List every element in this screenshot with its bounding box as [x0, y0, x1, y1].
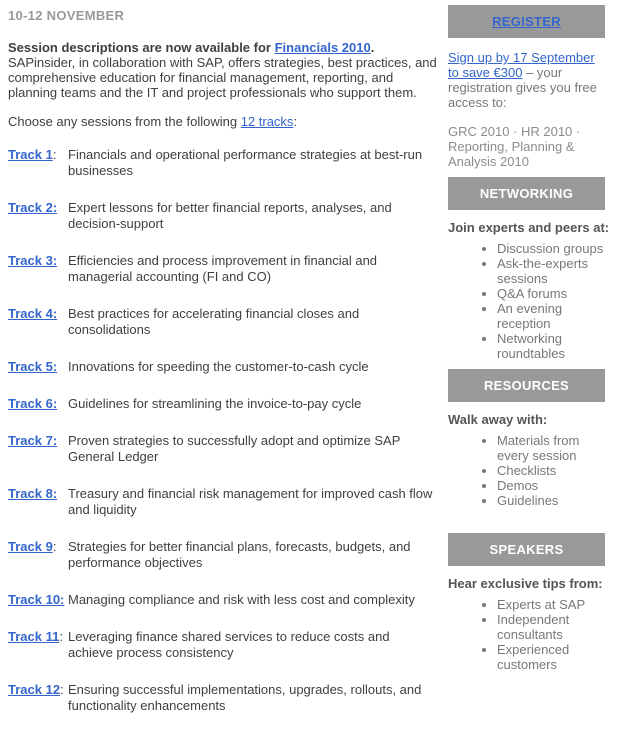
- bullet-item: • Ask-the-experts sessions: [497, 256, 610, 286]
- track-colon: :: [60, 682, 64, 697]
- sidebar-section: [448, 177, 610, 361]
- track-label: [8, 306, 68, 321]
- bullet-item: • An evening reception: [497, 301, 610, 331]
- track-label: [8, 629, 68, 644]
- track-colon: :: [52, 147, 57, 162]
- track-row: [8, 629, 442, 661]
- intro-lead-text: Session descriptions are now available for: [8, 40, 275, 55]
- track-label: [8, 359, 68, 374]
- section-lead-text: Join experts and peers at:: [448, 220, 610, 235]
- bullet-item: • Demos: [497, 478, 610, 493]
- sidebar-section: [448, 369, 610, 508]
- bullet-item: • Checklists: [497, 463, 610, 478]
- track-label: [8, 539, 68, 554]
- choose-line: [8, 114, 442, 129]
- track-row: [8, 682, 442, 714]
- page-title: 10-12 NOVEMBER: [8, 8, 125, 23]
- intro-period: .: [370, 40, 375, 55]
- track-description: Best practices for accelerating financial closes and consolidations: [68, 306, 360, 337]
- track-description: Innovations for speeding the customer-to-cash cycle: [68, 359, 369, 374]
- section-lead-text: Walk away with:: [448, 412, 548, 427]
- sidebar-sections: [448, 177, 610, 672]
- track-label: [8, 433, 68, 448]
- track-description: Efficiencies and process improvement in financial and managerial accounting (FI and CO): [68, 253, 378, 284]
- intro-rest-text: SAPinsider, in collaboration with SAP, offers strategies, best practices, and comprehensive education for financial management, reporting, and planning teams and the IT and project professionals who support them.: [8, 55, 437, 100]
- section-bullet-list: [448, 597, 610, 672]
- track-description: Financials and operational performance strategies at best-run businesses: [68, 147, 423, 178]
- section-bullet-list: [448, 241, 610, 361]
- bullet-item: • Networking roundtables: [497, 331, 610, 361]
- track-link[interactable]: Track 9: [8, 539, 53, 554]
- register-link[interactable]: REGISTER: [492, 14, 561, 29]
- signup-paragraph: [448, 50, 608, 110]
- track-description: Ensuring successful implementations, upgrades, rollouts, and functionality enhancements: [68, 682, 422, 713]
- signup-rest-text: – your registration gives you free access to:: [448, 65, 597, 110]
- choose-after-text: :: [293, 114, 298, 129]
- track-link[interactable]: Track 7:: [8, 433, 58, 448]
- track-label: [8, 253, 68, 268]
- bullet-item: • Q&A forums: [497, 286, 610, 301]
- bullet-item: • Independent consultants: [497, 612, 610, 642]
- track-colon: :: [59, 629, 63, 644]
- track-label: [8, 200, 68, 215]
- track-link[interactable]: Track 3:: [8, 253, 58, 268]
- bullet-item: • Materials from every session: [497, 433, 610, 463]
- track-colon: :: [52, 539, 57, 554]
- sidebar: [448, 5, 610, 680]
- financials-2010-link[interactable]: Financials 2010: [274, 40, 371, 55]
- track-row: [8, 539, 442, 571]
- track-link[interactable]: Track 4:: [8, 306, 58, 321]
- track-label: [8, 486, 68, 501]
- track-description: Proven strategies to successfully adopt and optimize SAP General Ledger: [68, 433, 401, 464]
- track-row: [8, 433, 442, 465]
- track-row: [8, 147, 442, 179]
- section-header-bar: NETWORKING: [448, 177, 605, 210]
- bullet-item: • Guidelines: [497, 493, 610, 508]
- track-description: Strategies for better financial plans, forecasts, budgets, and performance objectives: [68, 539, 411, 570]
- track-label: [8, 682, 68, 697]
- track-row: [8, 359, 442, 375]
- free-access-events-text: GRC 2010 · HR 2010 · Reporting, Planning & Analysis 2010: [448, 124, 581, 169]
- track-link[interactable]: Track 11: [8, 629, 60, 644]
- bullet-item: • Experts at SAP: [497, 597, 610, 612]
- register-bar: [448, 5, 605, 38]
- sidebar-section: [448, 533, 610, 672]
- signup-discount-link[interactable]: Sign up by 17 September to save €300: [448, 50, 595, 80]
- section-bullet-list: [448, 433, 610, 508]
- bullet-item: • Discussion groups: [497, 241, 610, 256]
- track-link[interactable]: Track 8:: [8, 486, 58, 501]
- section-header-bar: RESOURCES: [448, 369, 605, 402]
- main-column: [8, 8, 442, 735]
- track-link[interactable]: Track 2:: [8, 200, 58, 215]
- intro-paragraph: [8, 40, 442, 100]
- track-label: [8, 592, 68, 607]
- track-link[interactable]: Track 1: [8, 147, 53, 162]
- twelve-tracks-link[interactable]: 12 tracks: [240, 114, 294, 129]
- track-description: Managing compliance and risk with less cost and complexity: [68, 592, 415, 607]
- bullet-item: • Experienced customers: [497, 642, 610, 672]
- track-link[interactable]: Track 10:: [8, 592, 65, 607]
- track-label: [8, 396, 68, 411]
- track-label: [8, 147, 68, 162]
- track-description: Expert lessons for better financial reports, analyses, and decision-support: [68, 200, 392, 231]
- track-link[interactable]: Track 12: [8, 682, 61, 697]
- section-header-bar: SPEAKERS: [448, 533, 605, 566]
- track-link[interactable]: Track 6:: [8, 396, 58, 411]
- track-description: Treasury and financial risk management for improved cash flow and liquidity: [68, 486, 433, 517]
- track-description: Guidelines for streamlining the invoice-to-pay cycle: [68, 396, 362, 411]
- section-lead-text: Hear exclusive tips from:: [448, 576, 603, 591]
- track-link[interactable]: Track 5:: [8, 359, 58, 374]
- track-row: [8, 486, 442, 518]
- choose-before-text: Choose any sessions from the following: [8, 114, 241, 129]
- tracks-list: [8, 147, 442, 714]
- track-row: [8, 592, 442, 608]
- track-row: [8, 306, 442, 338]
- track-description: Leveraging finance shared services to reduce costs and achieve process consistency: [68, 629, 390, 660]
- track-row: [8, 200, 442, 232]
- track-row: [8, 253, 442, 285]
- track-row: [8, 396, 442, 412]
